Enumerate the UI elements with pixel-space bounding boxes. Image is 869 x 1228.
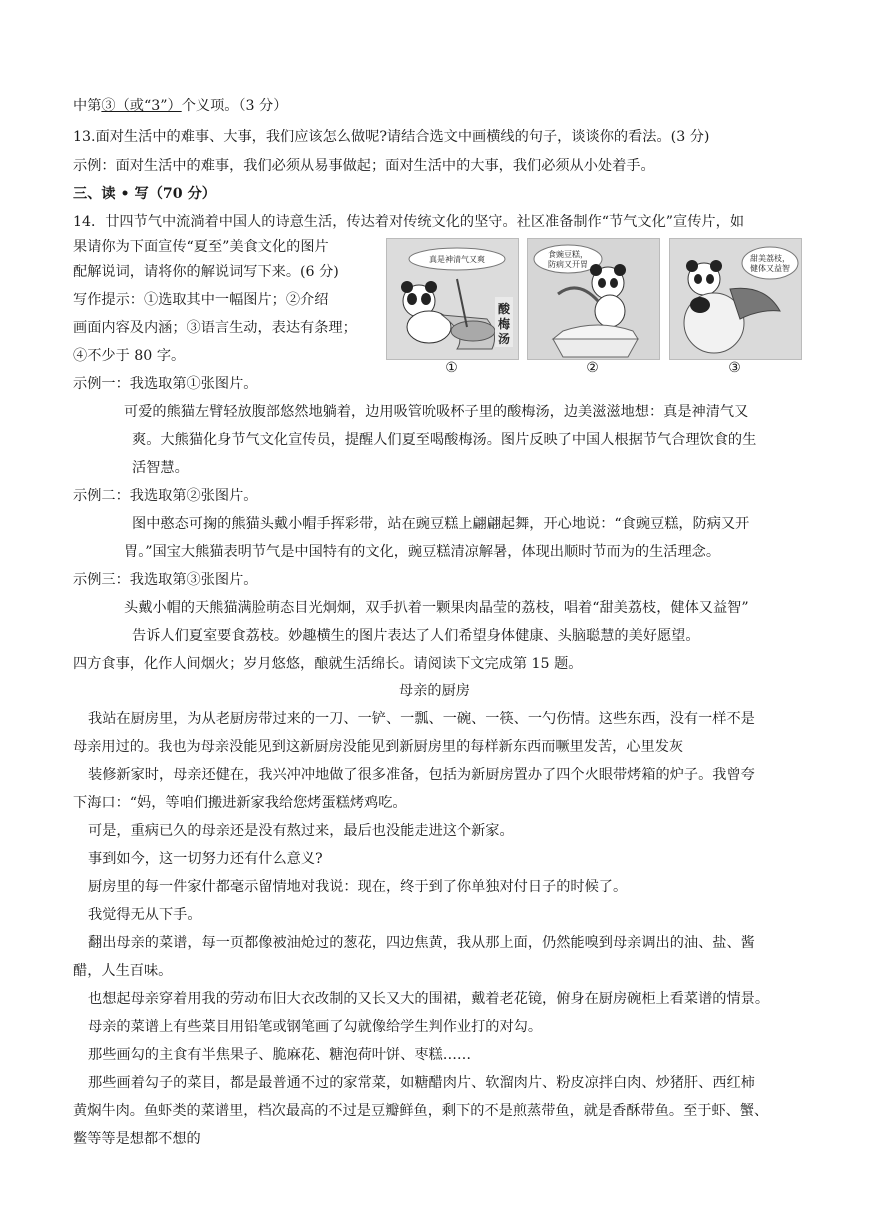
svg-text:甜美荔枝，: 甜美荔枝， <box>750 254 790 263</box>
q14-line-2: 果请你为下面宣传“夏至”美食文化的图片 <box>73 239 329 255</box>
q13-example: 示例：面对生活中的难事，我们必须从易事做起；面对生活中的大事，我们必须从小处着手。 <box>73 158 655 174</box>
passage-p9: 母亲的菜谱上有些菜目用铅笔或钢笔画了勾就像给学生判作业打的对勾。 <box>88 1019 543 1035</box>
panel-3-lychee <box>669 238 802 360</box>
example-1-line-1: 可爱的熊猫左臂轻放腹部悠然地躺着，边用吸管吮吸杯子里的酸梅汤，边美滋滋地想：真是神清气又 <box>124 404 749 420</box>
passage-p1-line-1: 我站在厨房里，为从老厨房带过来的一刀、一铲、一瓢、一碗、一筷、一勺伤情。这些东西，没有一样不是 <box>88 711 755 727</box>
example-1-heading: 示例一：我选取第①张图片。 <box>73 376 258 392</box>
passage-p4: 事到如今，这一切努力还有什么意义? <box>88 851 323 867</box>
svg-text:梅: 梅 <box>497 317 511 331</box>
q12-prefix: 中第 <box>73 98 102 114</box>
passage-p8: 也想起母亲穿着用我的劳动布旧大衣改制的又长又大的围裙，戴着老花镜，俯身在厨房碗柜上看菜谱的情景。 <box>88 991 770 1007</box>
panel-1-speech: 真是神清气又爽 <box>429 255 485 264</box>
section-heading: 三、读 • 写（70 分） <box>73 186 216 202</box>
example-2-line-2: 胃。”国宝大熊猫表明节气是中国特有的文化，豌豆糕清凉解暑，体现出顺时节而为的生活理念。 <box>124 544 721 560</box>
example-1-line-3: 活智慧。 <box>132 460 189 476</box>
panel-2-pea-cake <box>527 238 660 360</box>
passage-title: 母亲的厨房 <box>399 683 470 699</box>
svg-text:健体又益智: 健体又益智 <box>750 264 790 273</box>
q12-answer-line <box>73 96 287 116</box>
panda-illustrations <box>386 238 800 378</box>
panel-1-label-top: 酸 <box>497 302 511 316</box>
example-3-line-1: 头戴小帽的天熊猫满脸萌态目光炯炯，双手扒着一颗果肉晶莹的荔枝，唱着“甜美荔枝，健体又益智” <box>124 600 749 616</box>
passage-p2-line-1: 装修新家时，母亲还健在，我兴冲冲地做了很多准备，包括为新厨房置办了四个火眼带烤箱的炉子。我曾夸 <box>88 767 755 783</box>
passage-p11-line-3: 鳖等等是想都不想的 <box>73 1131 201 1147</box>
q15-intro: 四方食事，化作人间烟火；岁月悠悠，酿就生活绵长。请阅读下文完成第 15 题。 <box>73 656 583 672</box>
svg-text:防病又开胃: 防病又开胃 <box>548 260 588 269</box>
passage-p11-line-1: 那些画着勾子的菜目，都是最普通不过的家常菜，如糖醋肉片、软溜肉片、粉皮凉拌白肉、炒猪肝、西红柿 <box>88 1075 755 1091</box>
figure-number-3: ③ <box>728 360 741 376</box>
figure-number-1: ① <box>445 360 458 376</box>
passage-p7-line-1: 翻出母亲的菜谱，每一页都像被油炝过的葱花，四边焦黄，我从那上面，仍然能嗅到母亲调出的油、盐、酱 <box>88 935 755 951</box>
q14-hint-1: 写作提示：①选取其中一幅图片；②介绍 <box>73 292 329 308</box>
q14-line-1: 14．廿四节气中流淌着中国人的诗意生活，传达着对传统文化的坚守。社区准备制作“节气文化”宣传片，如 <box>73 214 745 230</box>
example-3-heading: 示例三：我选取第③张图片。 <box>73 572 258 588</box>
passage-p5: 厨房里的每一件家什都毫示留情地对我说：现在，终于到了你单独对付日子的时候了。 <box>88 879 628 895</box>
passage-p1-line-2: 母亲用过的。我也为母亲没能见到这新厨房没能见到新厨房里的每样新东西而噘里发苦，心里发灰 <box>73 739 684 755</box>
q14-hint-3: ④不少于 80 字。 <box>73 348 186 364</box>
q14-hint-2: 画面内容及内涵；③语言生动，表达有条理； <box>73 320 357 336</box>
passage-p2-line-2: 下海口：“妈，等咱们搬进新家我给您烤蛋糕烤鸡吃。 <box>73 795 407 811</box>
passage-p10: 那些画勾的主食有半焦果子、脆麻花、糖泡荷叶饼、枣糕…… <box>88 1047 472 1063</box>
q12-suffix: 个义项。（3 分） <box>181 98 288 114</box>
passage-p11-line-2: 黄焖牛肉。鱼虾类的菜谱里，档次最高的不过是豆瓣鲜鱼，剩下的不是煎蒸带鱼，就是香酥带鱼。至于虾、蟹、 <box>73 1103 769 1119</box>
example-3-line-2: 告诉人们夏室要食荔枝。妙趣横生的图片表达了人们希望身体健康、头脑聪慧的美好愿望。 <box>132 628 700 644</box>
q14-line-3: 配解说词，请将你的解说词写下来。(6 分) <box>73 264 339 280</box>
svg-text:汤: 汤 <box>497 332 511 346</box>
example-2-heading: 示例二：我选取第②张图片。 <box>73 488 258 504</box>
example-1-line-2: 爽。大熊猫化身节气文化宣传员，提醒人们夏至喝酸梅汤。图片反映了中国人根据节气合理饮食的生 <box>132 432 757 448</box>
passage-p6: 我觉得无从下手。 <box>88 907 202 923</box>
svg-text:食豌豆糕，: 食豌豆糕， <box>548 250 588 259</box>
q12-underlined-answer: ③（或“3”） <box>101 98 182 114</box>
passage-p7-line-2: 醋，人生百味。 <box>73 963 173 979</box>
example-2-line-1: 图中憨态可掬的熊猫头戴小帽手挥彩带，站在豌豆糕上翩翩起舞，开心地说：“食豌豆糕，防病又开 <box>132 516 750 532</box>
panel-1-sour-plum-drink <box>386 238 519 360</box>
figure-number-2: ② <box>586 360 599 376</box>
q13-question: 13.面对生活中的难事、大事，我们应该怎么做呢?请结合选文中画横线的句子，谈谈你的看法。(3 分) <box>73 129 710 145</box>
passage-p3: 可是，重病已久的母亲还是没有熬过来，最后也没能走进这个新家。 <box>88 823 514 839</box>
